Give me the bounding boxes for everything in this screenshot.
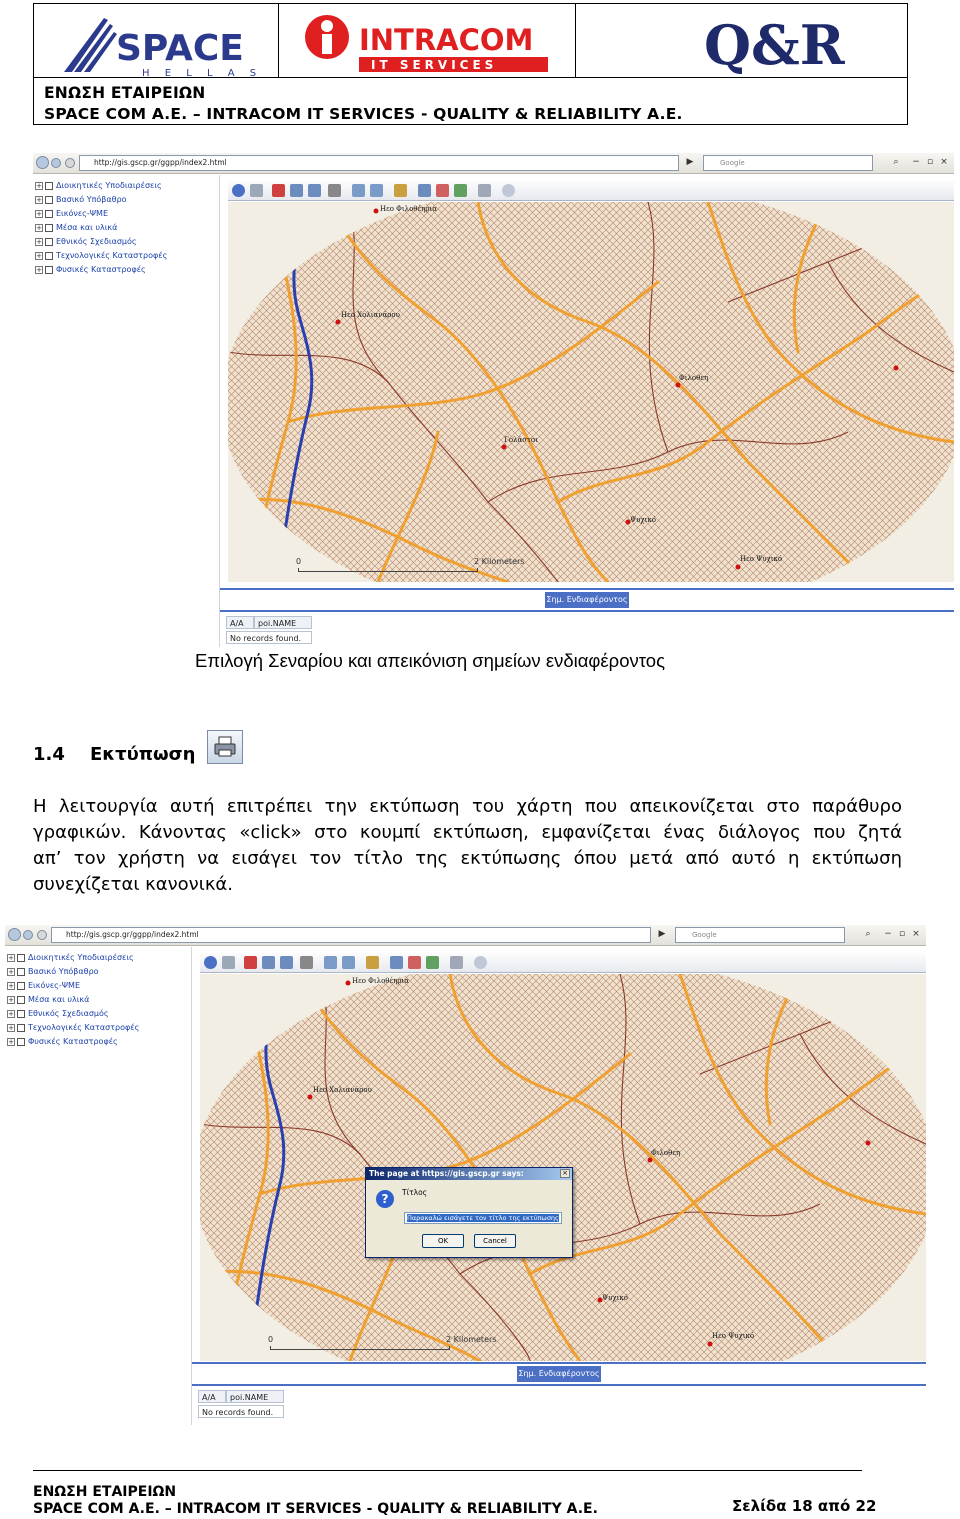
help-icon[interactable] xyxy=(502,184,515,197)
layer-item[interactable]: + Εθνικός Σχεδιασμός xyxy=(36,237,137,246)
scale-zero: 0 xyxy=(296,557,302,566)
go-icon[interactable]: ▶ xyxy=(658,929,666,939)
grid-col-aa[interactable]: A/A xyxy=(198,1390,226,1403)
identify-icon[interactable] xyxy=(342,956,355,969)
figure-caption: Επιλογή Σεναρίου και απεικόνιση σημείων ενδιαφέροντος xyxy=(195,650,665,671)
layer-tree xyxy=(5,947,192,1425)
restore-icon[interactable]: ▫ xyxy=(926,157,934,167)
poi-label: Ηεο Φιλοθέηρια xyxy=(352,977,409,985)
zoom-out-icon[interactable] xyxy=(280,956,293,969)
svg-text:IT SERVICES: IT SERVICES xyxy=(371,58,498,72)
scale-label: 2 Kilometers xyxy=(474,557,525,566)
close-icon[interactable]: × xyxy=(912,929,920,939)
layer-item[interactable]: + Εικόνες-ΨΜΕ xyxy=(36,209,108,218)
dialog-title: The page at https://gis.gscp.gr says: xyxy=(366,1168,572,1180)
results-tabbar xyxy=(192,1362,926,1384)
reload-icon[interactable] xyxy=(65,158,75,168)
paragraph-line: συνεχίζεται κανονικά. xyxy=(33,874,234,895)
globe-icon[interactable] xyxy=(232,184,245,197)
paragraph-line: απ’ τον χρήστη να εισάγει τον τίτλο της εκτύπωσης όπου μετά από αυτό η εκτύπωση xyxy=(33,848,902,869)
poi-label: Γολάστοι xyxy=(504,436,538,444)
poi-label: Ηεο Ψυχικό xyxy=(712,1332,755,1340)
zoom-icon[interactable] xyxy=(272,184,285,197)
svg-text:INTRACOM: INTRACOM xyxy=(359,23,534,57)
minimize-icon[interactable]: − xyxy=(912,157,920,167)
poi-label: Ηεο Φιλοθέηρια xyxy=(380,205,437,213)
print-title-input[interactable]: Παρακαλώ εισάγετε τον τίτλο της εκτύπωσης xyxy=(404,1212,562,1224)
results-grid xyxy=(220,610,954,647)
back-icon[interactable] xyxy=(36,156,49,169)
printer-icon[interactable] xyxy=(478,184,491,197)
layer-tree xyxy=(33,175,220,647)
header-consortium: ΕΝΩΣΗ ΕΤΑΙΡΕΙΩΝ xyxy=(44,84,206,102)
layer-item[interactable]: + Φυσικές Καταστροφές xyxy=(36,265,146,274)
layer-item[interactable]: + Μέσα και υλικά xyxy=(36,223,118,232)
space-hellas-logo xyxy=(34,4,279,78)
map-toolbar xyxy=(228,181,954,201)
layer-item[interactable]: + Εθνικός Σχεδιασμός xyxy=(8,1009,109,1018)
layer-item[interactable]: + Διοικητικές Υποδιαιρέσεις xyxy=(8,953,134,962)
section-number: 1.4 xyxy=(33,744,65,765)
search-icon[interactable] xyxy=(250,184,263,197)
pan-icon[interactable] xyxy=(324,956,337,969)
section-title: Εκτύπωση xyxy=(90,744,196,765)
reload-icon[interactable] xyxy=(37,930,47,940)
measure-icon[interactable] xyxy=(394,184,407,197)
header-companies: SPACE COM A.E. – INTRACOM IT SERVICES - QUALITY & RELIABILITY A.E. xyxy=(44,105,683,123)
url-field[interactable]: http://gis.gscp.gr/ggpp/index2.html xyxy=(79,155,679,171)
layers-icon[interactable] xyxy=(454,184,467,197)
search-field[interactable]: Google xyxy=(703,155,873,171)
layers-icon[interactable] xyxy=(426,956,439,969)
poi-label: Ψυχικό xyxy=(630,516,656,524)
layer-item[interactable]: + Μέσα και υλικά xyxy=(8,995,90,1004)
quality-reliability-logo xyxy=(576,4,907,78)
map-svg xyxy=(228,202,954,582)
scale-label: 2 Kilometers xyxy=(446,1335,497,1344)
poi-label: Ηεο Χολιανάρου xyxy=(313,1086,372,1094)
page-number: Σελίδα 18 από 22 xyxy=(732,1497,877,1515)
page-header xyxy=(33,3,908,125)
poi-label: Ψυχικό xyxy=(602,1294,628,1302)
svg-text:H E L L A S: H E L L A S xyxy=(142,68,263,78)
map-canvas[interactable] xyxy=(228,202,954,582)
search-icon[interactable] xyxy=(222,956,235,969)
scale-bar xyxy=(298,568,478,572)
grid-col-name[interactable]: poi.NAME xyxy=(254,616,312,629)
scale-bar xyxy=(270,1346,450,1350)
layer-item[interactable]: + Φυσικές Καταστροφές xyxy=(8,1037,118,1046)
logo-row xyxy=(34,4,907,78)
poi-label: Ηεο Χολιανάρου xyxy=(341,311,400,319)
search-icon[interactable]: ⌕ xyxy=(893,157,899,167)
svg-text:Q&R: Q&R xyxy=(704,13,845,77)
poi-label: Φιλοθεη xyxy=(651,1149,681,1157)
search-icon[interactable]: ⌕ xyxy=(865,929,871,939)
printer-icon xyxy=(207,730,243,764)
gis-browser-screenshot-1 xyxy=(33,153,954,647)
zoom-icon[interactable] xyxy=(244,956,257,969)
close-icon[interactable]: × xyxy=(940,157,948,167)
grid-col-name[interactable]: poi.NAME xyxy=(226,1390,284,1403)
zoom-out-icon[interactable] xyxy=(308,184,321,197)
browser-address-bar xyxy=(33,153,954,174)
grid-empty-message: No records found. xyxy=(226,631,312,644)
layer-item[interactable]: + Διοικητικές Υποδιαιρέσεις xyxy=(36,181,162,190)
scale-zero: 0 xyxy=(268,1335,274,1344)
cancel-button[interactable]: Cancel xyxy=(474,1234,516,1248)
forward-icon[interactable] xyxy=(23,930,33,940)
url-field[interactable]: http://gis.gscp.gr/ggpp/index2.html xyxy=(51,927,651,943)
full-extent-icon[interactable] xyxy=(328,184,341,197)
full-extent-icon[interactable] xyxy=(300,956,313,969)
minimize-icon[interactable]: − xyxy=(884,929,892,939)
dialog-label: Τίτλος xyxy=(402,1188,428,1197)
paragraph-line: Η λειτουργία αυτή επιτρέπει την εκτύπωση του χάρτη που απεικονίζεται στο παράθυρο xyxy=(33,796,902,817)
tab-points-of-interest[interactable]: Σημ. Ενδιαφέροντος xyxy=(545,592,629,608)
grid-empty-message: No records found. xyxy=(198,1405,284,1418)
zoom-in-icon[interactable] xyxy=(290,184,303,197)
results-tabbar xyxy=(220,588,954,610)
select-icon[interactable] xyxy=(390,956,403,969)
clear-icon[interactable] xyxy=(436,184,449,197)
clear-icon[interactable] xyxy=(408,956,421,969)
tab-points-of-interest[interactable]: Σημ. Ενδιαφέροντος xyxy=(517,1366,601,1382)
layer-item[interactable]: + Βασικό Υπόβαθρο xyxy=(36,195,127,204)
poi-label: Ηεο Ψυχικό xyxy=(740,555,783,563)
ok-button[interactable]: OK xyxy=(422,1234,464,1248)
question-icon: ? xyxy=(376,1190,394,1208)
back-icon[interactable] xyxy=(8,928,21,941)
footer-companies: SPACE COM A.E. – INTRACOM IT SERVICES - QUALITY & RELIABILITY A.E. xyxy=(33,1501,598,1517)
help-icon[interactable] xyxy=(474,956,487,969)
layer-item[interactable]: + Εικόνες-ΨΜΕ xyxy=(8,981,80,990)
footer-consortium: ΕΝΩΣΗ ΕΤΑΙΡΕΙΩΝ xyxy=(33,1484,177,1500)
zoom-in-icon[interactable] xyxy=(262,956,275,969)
identify-icon[interactable] xyxy=(370,184,383,197)
browser-address-bar xyxy=(5,925,926,946)
map-toolbar xyxy=(200,953,926,973)
go-icon[interactable]: ▶ xyxy=(686,157,694,167)
globe-icon[interactable] xyxy=(204,956,217,969)
pan-icon[interactable] xyxy=(352,184,365,197)
printer-icon[interactable] xyxy=(450,956,463,969)
layer-item[interactable]: + Τεχνολογικές Καταστροφές xyxy=(8,1023,140,1032)
restore-icon[interactable]: ▫ xyxy=(898,929,906,939)
measure-icon[interactable] xyxy=(366,956,379,969)
grid-col-aa[interactable]: A/A xyxy=(226,616,254,629)
svg-text:SPACE: SPACE xyxy=(116,28,244,69)
paragraph-line: γραφικών. Κάνοντας «click» στο κουμπί εκτύπωση, εμφανίζεται ένας διάλογος που ζητά xyxy=(33,822,902,843)
poi-label: Φιλοθεη xyxy=(679,374,709,382)
layer-item[interactable]: + Τεχνολογικές Καταστροφές xyxy=(36,251,168,260)
close-icon[interactable]: × xyxy=(560,1169,570,1178)
select-icon[interactable] xyxy=(418,184,431,197)
search-field[interactable]: Google xyxy=(675,927,845,943)
results-grid xyxy=(192,1384,926,1425)
gis-browser-screenshot-2 xyxy=(5,925,926,1425)
print-title-dialog xyxy=(365,1167,573,1258)
layer-item[interactable]: + Βασικό Υπόβαθρο xyxy=(8,967,99,976)
intracom-logo xyxy=(279,4,576,78)
forward-icon[interactable] xyxy=(51,158,61,168)
footer-divider xyxy=(33,1470,862,1471)
